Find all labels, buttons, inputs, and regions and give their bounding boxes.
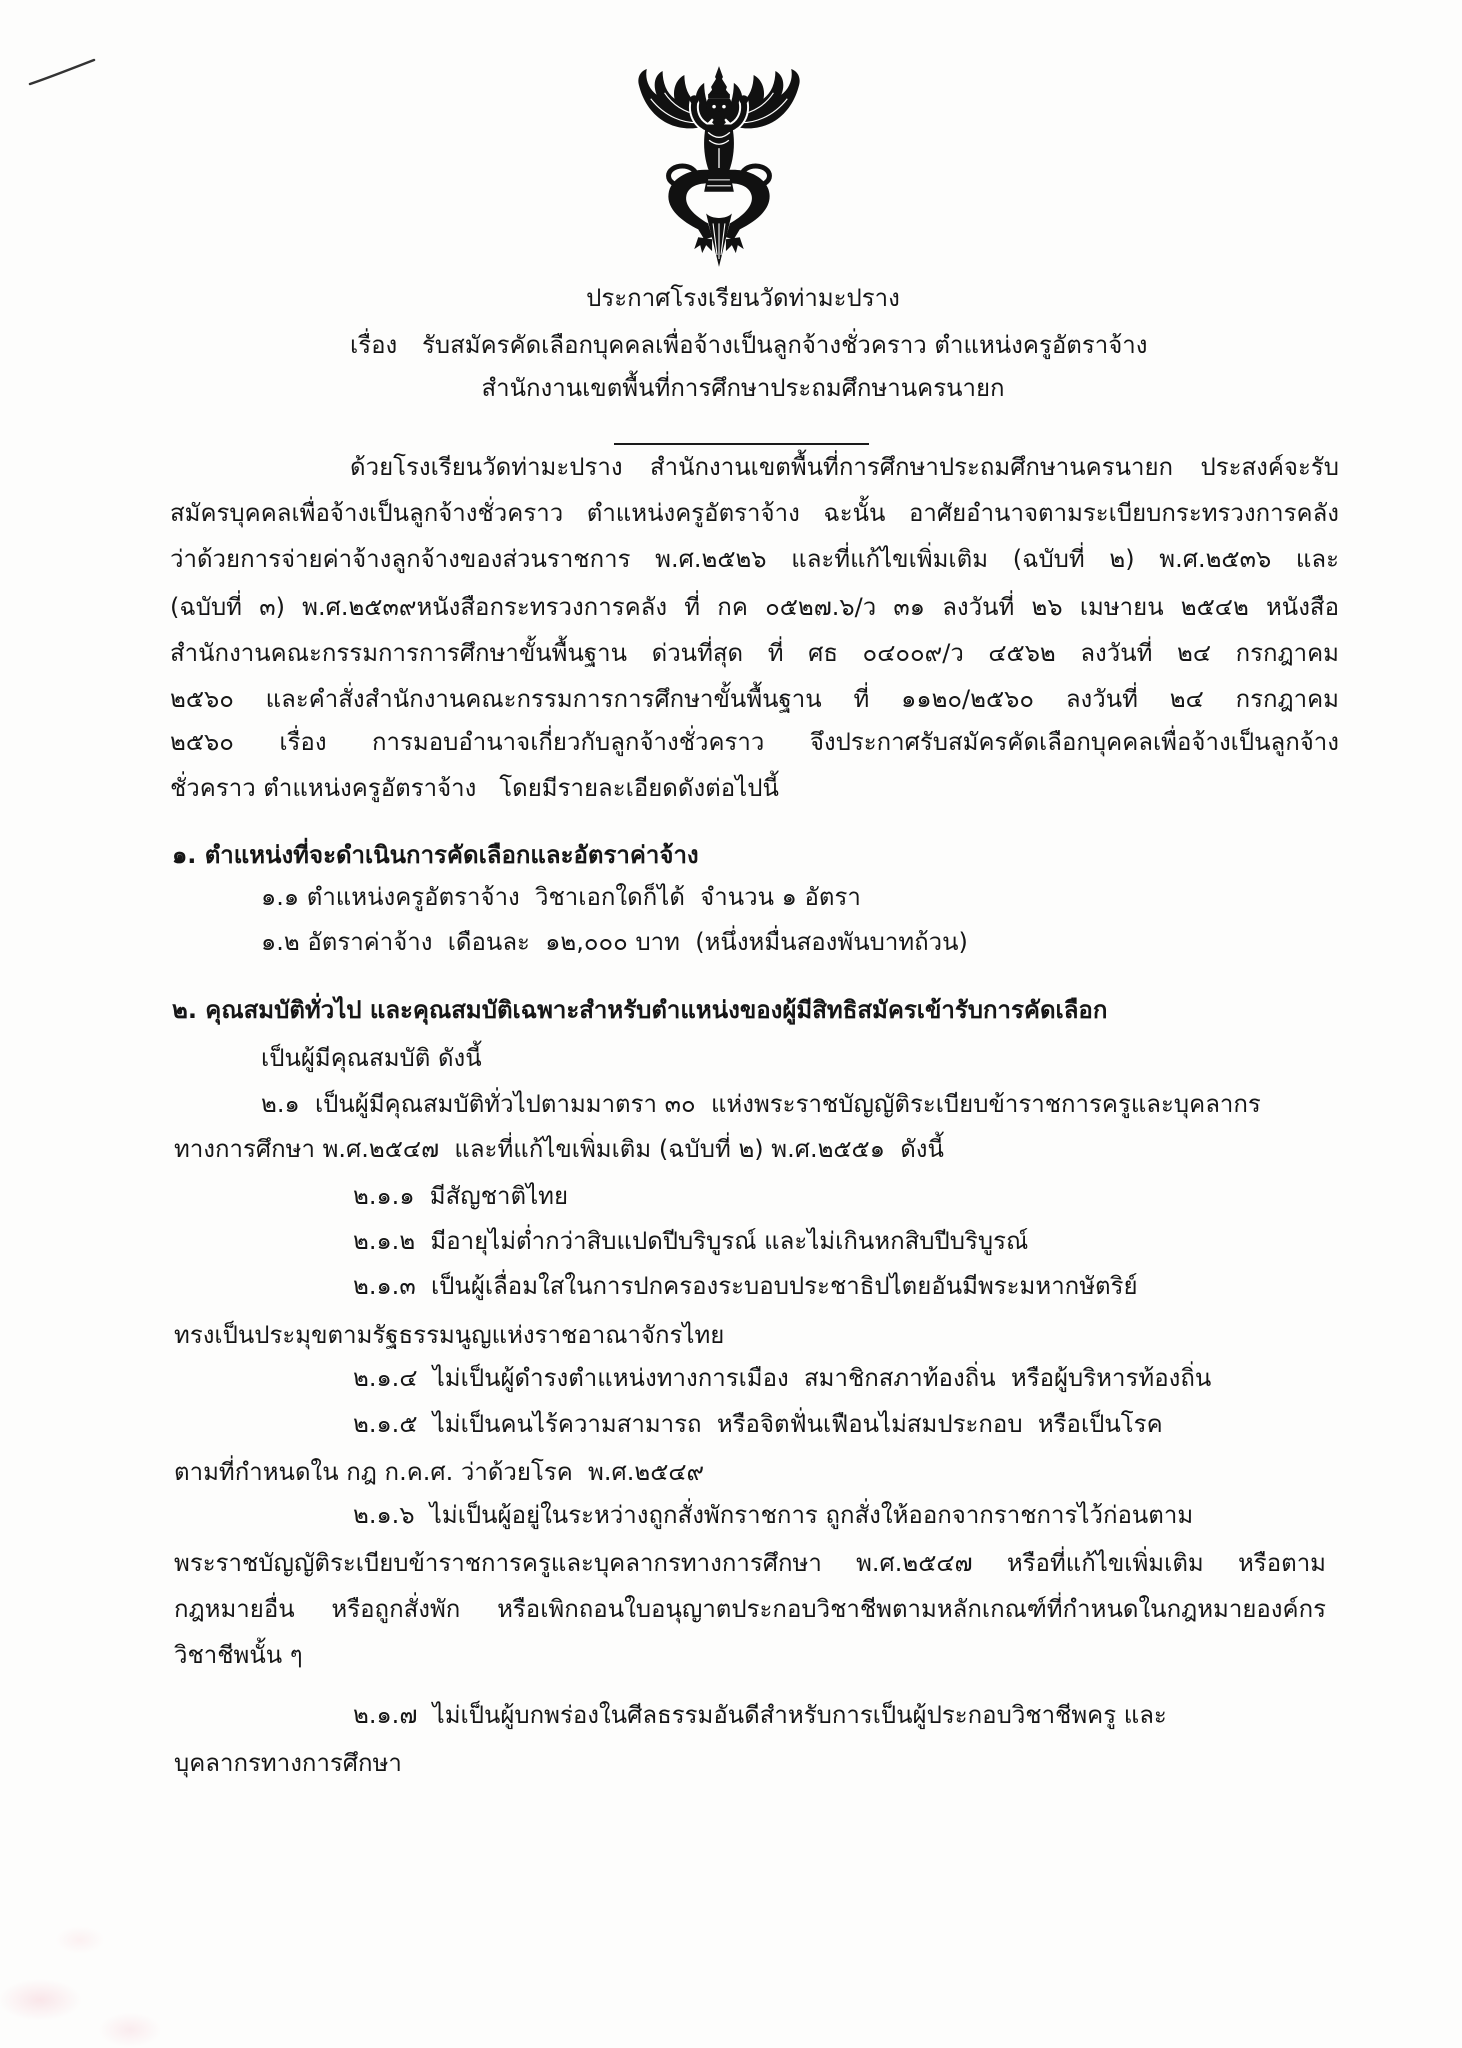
scan-stain (0, 1880, 230, 2048)
intro-line: ๒๕๖๐ เรื่อง การมอบอำนาจเกี่ยวกับลูกจ้างชั่วคราว จึงประกาศรับสมัครคัดเลือกบุคคลเพื่อจ้างเป็นลูกจ้าง (170, 728, 1339, 756)
section-2-line: บุคลากรทางการศึกษา (174, 1749, 402, 1777)
section-2-line: ๒.๑.๗ ไม่เป็นผู้บกพร่องในศีลธรรมอันดีสำหรับการเป็นผู้ประกอบวิชาชีพครู และ (353, 1701, 1167, 1729)
intro-line: สมัครบุคคลเพื่อจ้างเป็นลูกจ้างชั่วคราว ตำแหน่งครูอัตราจ้าง ฉะนั้น อาศัยอำนาจตามระเบียบกระทรวงการคลัง (170, 499, 1339, 527)
intro-line: ว่าด้วยการจ่ายค่าจ้างลูกจ้างของส่วนราชการ พ.ศ.๒๕๒๖ และที่แก้ไขเพิ่มเติม (ฉบับที่ ๒) พ.ศ.๒๕๓๖ และ (170, 545, 1339, 573)
section-2-line: เป็นผู้มีคุณสมบัติ ดังนี้ (261, 1044, 482, 1072)
intro-line: สำนักงานคณะกรรมการการศึกษาขั้นพื้นฐาน ด่วนที่สุด ที่ ศธ ๐๔๐๐๙/ว ๔๕๖๒ ลงวันที่ ๒๔ กรกฎาคม (170, 639, 1339, 667)
section-2-line: ๒.๑.๒ มีอายุไม่ต่ำกว่าสิบแปดปีบริบูรณ์ และไม่เกินหกสิบปีบริบูรณ์ (353, 1227, 1029, 1255)
intro-line: (ฉบับที่ ๓) พ.ศ.๒๕๓๙หนังสือกระทรวงการคลัง ที่ กค ๐๕๒๗.๖/ว ๓๑ ลงวันที่ ๒๖ เมษายน ๒๕๔๒ หนังสือ (170, 593, 1339, 621)
agency-name: สำนักงานเขตพื้นที่การศึกษาประถมศึกษานครนายก (481, 374, 1005, 402)
section-2-line: ๒.๑.๕ ไม่เป็นคนไร้ความสามารถ หรือจิตฟั่นเฟือนไม่สมประกอบ หรือเป็นโรค (353, 1410, 1163, 1438)
subject-text: รับสมัครคัดเลือกบุคคลเพื่อจ้างเป็นลูกจ้างชั่วคราว ตำแหน่งครูอัตราจ้าง (422, 331, 1148, 359)
section-2-line: ตามที่กำหนดใน กฎ ก.ค.ศ. ว่าด้วยโรค พ.ศ.๒๕๔๙ (174, 1458, 705, 1486)
section-2-line: ทรงเป็นประมุขตามรัฐธรรมนูญแห่งราชอาณาจักรไทย (174, 1321, 725, 1349)
pen-mark (28, 52, 98, 88)
section-2-line: พระราชบัญญัติระเบียบข้าราชการครูและบุคลากรทางการศึกษา พ.ศ.๒๕๔๗ หรือที่แก้ไขเพิ่มเติม หรือตาม (174, 1549, 1326, 1577)
announcement-title: ประกาศโรงเรียนวัดท่ามะปราง (586, 284, 900, 312)
intro-line: ๒๕๖๐ และคำสั่งสำนักงานคณะกรรมการการศึกษาขั้นพื้นฐาน ที่ ๑๑๒๐/๒๕๖๐ ลงวันที่ ๒๔ กรกฎาคม (170, 685, 1339, 713)
section-2-line: ทางการศึกษา พ.ศ.๒๕๔๗ และที่แก้ไขเพิ่มเติม (ฉบับที่ ๒) พ.ศ.๒๕๕๑ ดังนี้ (174, 1135, 944, 1163)
header-divider (614, 443, 869, 445)
intro-line: ด้วยโรงเรียนวัดท่ามะปราง สำนักงานเขตพื้นที่การศึกษาประถมศึกษานครนายก ประสงค์จะรับ (350, 453, 1339, 481)
section-1-heading: ๑. ตำแหน่งที่จะดำเนินการคัดเลือกและอัตราค่าจ้าง (172, 841, 699, 869)
garuda-emblem-icon (625, 65, 813, 268)
section-2-line: ๒.๑ เป็นผู้มีคุณสมบัติทั่วไปตามมาตรา ๓๐ แห่งพระราชบัญญัติระเบียบข้าราชการครูและบุคลากร (261, 1090, 1261, 1118)
section-2-line: ๒.๑.๓ เป็นผู้เลื่อมใสในการปกครองระบอบประชาธิปไตยอันมีพระมหากษัตริย์ (353, 1272, 1138, 1300)
section-2-line: ๒.๑.๑ มีสัญชาติไทย (353, 1182, 569, 1210)
section-1-item: ๑.๒ อัตราค่าจ้าง เดือนละ ๑๒,๐๐๐ บาท (หนึ่งหมื่นสองพันบาทถ้วน) (261, 928, 968, 956)
section-2-line: วิชาชีพนั้น ๆ (174, 1641, 303, 1669)
section-2-line: ๒.๑.๖ ไม่เป็นผู้อยู่ในระหว่างถูกสั่งพักราชการ ถูกสั่งให้ออกจากราชการไว้ก่อนตาม (353, 1501, 1194, 1529)
section-2-line: กฎหมายอื่น หรือถูกสั่งพัก หรือเพิกถอนใบอนุญาตประกอบวิชาชีพตามหลักเกณฑ์ที่กำหนดในกฎหมายองค์กร (174, 1595, 1326, 1623)
section-2-heading: ๒. คุณสมบัติทั่วไป และคุณสมบัติเฉพาะสำหรับตำแหน่งของผู้มีสิทธิสมัครเข้ารับการคัดเลือก (172, 996, 1108, 1024)
section-1-item: ๑.๑ ตำแหน่งครูอัตราจ้าง วิชาเอกใดก็ได้ จำนวน ๑ อัตรา (261, 883, 861, 911)
intro-line: ชั่วคราว ตำแหน่งครูอัตราจ้าง โดยมีรายละเอียดดังต่อไปนี้ (170, 774, 779, 802)
section-2-line: ๒.๑.๔ ไม่เป็นผู้ดำรงตำแหน่งทางการเมือง สมาชิกสภาท้องถิ่น หรือผู้บริหารท้องถิ่น (353, 1364, 1212, 1392)
subject-label: เรื่อง (350, 331, 398, 359)
